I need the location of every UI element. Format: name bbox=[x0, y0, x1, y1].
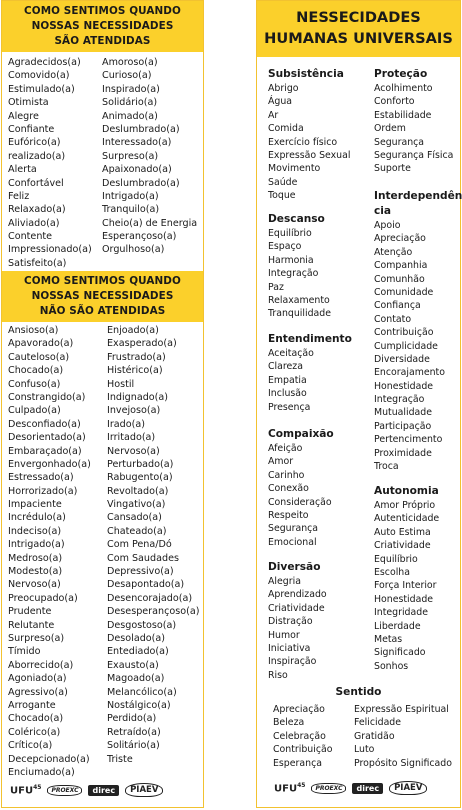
list-item: Perdido(a) bbox=[107, 713, 157, 725]
met-feelings-col1 bbox=[8, 56, 92, 270]
list-item: Chocado(a) bbox=[8, 713, 64, 725]
list-item: Nervoso(a) bbox=[8, 579, 61, 591]
list-item: Deslumbrado(a) bbox=[102, 177, 180, 189]
list-item: Tímido bbox=[8, 646, 41, 658]
list-item: Culpado(a) bbox=[8, 405, 61, 417]
unmet-feelings-col2 bbox=[107, 324, 199, 766]
piaev-logo: PIAEV bbox=[125, 783, 163, 797]
list-item: Indeciso(a) bbox=[8, 525, 62, 537]
met-feelings-col2 bbox=[102, 56, 197, 257]
list-item: Aprendizado bbox=[268, 589, 327, 601]
list-item: Otimista bbox=[8, 97, 49, 109]
list-item: Arrogante bbox=[8, 699, 56, 711]
list-item: Comovido(a) bbox=[8, 70, 70, 82]
list-item: Colérico(a) bbox=[8, 726, 61, 738]
list-item: Cauteloso(a) bbox=[8, 351, 70, 363]
list-item: Estimulado(a) bbox=[8, 83, 75, 95]
list-item: Nostálgico(a) bbox=[107, 699, 171, 711]
list-item: Histérico(a) bbox=[107, 365, 163, 377]
list-item: Invejoso(a) bbox=[107, 405, 161, 417]
list-item: Presença bbox=[268, 401, 311, 413]
list-item: Envergonhado(a) bbox=[8, 458, 91, 470]
list-item: Tranquilidade bbox=[268, 308, 332, 320]
list-item: Amoroso(a) bbox=[102, 57, 158, 68]
list-item: Segurança Física bbox=[374, 149, 454, 161]
met-title-line: COMO SENTIMOS QUANDO bbox=[24, 5, 181, 17]
ufu-logo: UFU$^{45}$ bbox=[10, 783, 42, 797]
list-item: Luto bbox=[354, 744, 375, 756]
list-item: Inspiração bbox=[268, 656, 317, 668]
list-item: Intrigado(a) bbox=[102, 190, 159, 202]
list-item: Contente bbox=[8, 231, 53, 243]
group-diversao bbox=[268, 560, 327, 682]
group-title: Autonomia bbox=[374, 485, 439, 497]
list-item: Desgostoso(a) bbox=[107, 619, 177, 631]
list-item: Troca bbox=[374, 461, 399, 473]
list-item: Força Interior bbox=[374, 580, 437, 592]
list-item: Agressivo(a) bbox=[8, 686, 68, 698]
feelings-card bbox=[1, 0, 204, 808]
list-item: Abrigo bbox=[268, 83, 299, 94]
list-item: Segurança bbox=[374, 136, 425, 148]
list-item: Aborrecido(a) bbox=[8, 659, 74, 671]
list-item: Depressivo(a) bbox=[107, 566, 174, 578]
list-item: Prudente bbox=[8, 606, 52, 618]
list-item: Distração bbox=[268, 616, 313, 628]
direc-logo: direc bbox=[352, 783, 383, 794]
list-item: Carinho bbox=[268, 469, 305, 481]
group-title: Subsistência bbox=[268, 68, 344, 80]
sentido-col2 bbox=[354, 703, 452, 770]
list-item: Criatividade bbox=[268, 602, 325, 614]
list-item: Confiante bbox=[8, 123, 55, 135]
list-item: Orgulhoso(a) bbox=[102, 244, 165, 256]
list-item: Entediado(a) bbox=[107, 646, 169, 658]
list-item: Aliviado(a) bbox=[8, 217, 60, 229]
list-item: Proximidade bbox=[374, 447, 432, 459]
list-item: Embaraçado(a) bbox=[8, 445, 82, 457]
logo-strip bbox=[10, 783, 163, 797]
sentido-col1 bbox=[273, 703, 333, 770]
list-item: Crítico(a) bbox=[8, 740, 53, 752]
met-title-line: SÃO ATENDIDAS bbox=[54, 35, 151, 47]
list-item: Modesto(a) bbox=[8, 566, 63, 578]
list-item: Horrorizado(a) bbox=[8, 485, 78, 497]
list-item: Decepcionado(a) bbox=[8, 753, 90, 765]
list-item: Ansioso(a) bbox=[8, 325, 59, 336]
list-item: Desolado(a) bbox=[107, 632, 166, 644]
list-item: Impaciente bbox=[8, 499, 62, 511]
list-item: Expressão Sexual bbox=[268, 149, 351, 161]
group-interdependencia bbox=[374, 189, 462, 473]
list-item: Clareza bbox=[268, 361, 303, 373]
list-item: Riso bbox=[268, 669, 288, 681]
list-item: Celebração bbox=[273, 730, 326, 742]
group-protecao bbox=[374, 67, 453, 176]
list-item: Confortável bbox=[8, 177, 64, 189]
list-item: Enciumado(a) bbox=[8, 766, 75, 778]
list-item: Empatia bbox=[268, 374, 307, 386]
list-item: Esperançoso(a) bbox=[102, 231, 177, 243]
group-items bbox=[268, 442, 334, 549]
list-item: Alegre bbox=[8, 110, 39, 122]
group-items bbox=[268, 82, 350, 203]
unmet-title-line: NOSSAS NECESSIDADES bbox=[31, 290, 174, 302]
met-needs-header bbox=[2, 1, 203, 52]
list-item: Diversidade bbox=[374, 353, 430, 365]
list-item: Agradecidos(a) bbox=[8, 57, 81, 68]
list-item: Deslumbrado(a) bbox=[102, 123, 180, 135]
list-item: Satisfeito(a) bbox=[8, 257, 67, 269]
list-item: Preocupado(a) bbox=[8, 592, 78, 604]
group-title: Descanso bbox=[268, 213, 325, 225]
list-item: Impressionado(a) bbox=[8, 244, 92, 256]
list-item: Integridade bbox=[374, 607, 428, 619]
group-items bbox=[268, 575, 327, 682]
group-items bbox=[268, 347, 352, 414]
list-item: Cumplicidade bbox=[374, 340, 438, 352]
list-item: Escolha bbox=[374, 566, 410, 578]
list-item: Inspirado(a) bbox=[102, 83, 160, 95]
list-item: Intrigado(a) bbox=[8, 539, 65, 551]
list-item: Cheio(a) de Energia bbox=[102, 217, 198, 229]
list-item: Propósito Significado bbox=[354, 757, 452, 769]
list-item: Alerta bbox=[8, 164, 37, 176]
list-item: Irritado(a) bbox=[107, 432, 156, 444]
group-items bbox=[374, 82, 453, 176]
list-item: Espaço bbox=[268, 241, 302, 253]
list-item: Liberdade bbox=[374, 620, 421, 632]
list-item: Chocado(a) bbox=[8, 365, 64, 377]
list-item: Incrédulo(a) bbox=[8, 512, 66, 524]
list-item: Afeição bbox=[268, 443, 303, 454]
list-item: Aceitação bbox=[268, 348, 314, 359]
list-item: Participação bbox=[374, 420, 432, 432]
list-item: Frustrado(a) bbox=[107, 351, 166, 363]
group-items bbox=[268, 227, 331, 321]
list-item: Metas bbox=[374, 633, 403, 645]
list-item: Eufórico(a) bbox=[8, 137, 61, 149]
needs-title-line: NESSECIDADES bbox=[296, 9, 421, 26]
list-item: Relaxamento bbox=[268, 294, 330, 306]
list-item: Humor bbox=[268, 629, 300, 641]
list-item: Gratidão bbox=[354, 730, 395, 742]
group-subsistencia bbox=[268, 67, 350, 203]
list-item: Rabugento(a) bbox=[107, 472, 173, 484]
list-item: Significado bbox=[374, 647, 426, 659]
list-item: Estressado(a) bbox=[8, 472, 74, 484]
list-item: Mutualidade bbox=[374, 407, 433, 419]
list-item: Acolhimento bbox=[374, 83, 433, 94]
proexc-logo: PROEXC bbox=[311, 783, 346, 794]
list-item: Relaxado(a) bbox=[8, 204, 66, 216]
list-item: Respeito bbox=[268, 509, 309, 521]
list-item: Toque bbox=[268, 190, 296, 202]
list-item: Indignado(a) bbox=[107, 391, 169, 403]
list-item: Desencorajado(a) bbox=[107, 592, 193, 604]
list-item: Felicidade bbox=[354, 717, 402, 729]
list-item: Irado(a) bbox=[107, 418, 145, 430]
list-item: Ordem bbox=[374, 123, 406, 135]
list-item: Cansado(a) bbox=[107, 512, 162, 524]
list-item: Apreciação bbox=[273, 704, 325, 715]
list-item: Comunhão bbox=[374, 273, 425, 285]
list-item: Nervoso(a) bbox=[107, 445, 160, 457]
unmet-title-line: COMO SENTIMOS QUANDO bbox=[24, 275, 181, 287]
list-item: Hostil bbox=[107, 378, 135, 390]
list-item: Tranquilo(a) bbox=[102, 204, 160, 216]
list-item: Chateado(a) bbox=[107, 525, 167, 537]
group-items bbox=[374, 219, 462, 473]
list-item: realizado(a) bbox=[8, 150, 66, 162]
list-item: Solidário(a) bbox=[102, 97, 158, 109]
list-item: Encorajamento bbox=[374, 367, 445, 379]
group-title: Compaixão bbox=[268, 428, 334, 440]
list-item: Beleza bbox=[273, 717, 305, 729]
list-item: Ar bbox=[268, 109, 279, 121]
list-item: Apreciação bbox=[374, 233, 426, 245]
list-item: Paz bbox=[268, 281, 284, 293]
group-title: Interdependên bbox=[374, 190, 462, 202]
list-item: Contribuição bbox=[273, 744, 333, 756]
list-item: Desconfiado(a) bbox=[8, 418, 81, 430]
list-item: Curioso(a) bbox=[102, 70, 152, 82]
group-autonomia bbox=[374, 484, 439, 673]
list-item: Contato bbox=[374, 313, 412, 325]
logo-strip bbox=[274, 781, 427, 795]
list-item: Constrangido(a) bbox=[8, 391, 86, 403]
list-item: Perturbado(a) bbox=[107, 458, 174, 470]
list-item: Inclusão bbox=[268, 388, 307, 400]
unmet-title-line: NÃO SÃO ATENDIDAS bbox=[39, 305, 166, 317]
list-item: Consideração bbox=[268, 496, 332, 508]
list-item: Esperança bbox=[273, 757, 322, 769]
group-title: Proteção bbox=[374, 68, 428, 80]
group-title: Diversão bbox=[268, 561, 321, 573]
list-item: Companhia bbox=[374, 260, 428, 272]
list-item: Saúde bbox=[268, 176, 298, 188]
list-item: Agoniado(a) bbox=[8, 673, 67, 685]
list-item: Equilíbrio bbox=[268, 228, 312, 239]
list-item: Desesperançoso(a) bbox=[107, 606, 200, 618]
list-item: Exercício físico bbox=[268, 136, 338, 148]
group-items bbox=[374, 499, 439, 673]
proexc-logo: PROEXC bbox=[47, 785, 82, 796]
list-item: Melancólico(a) bbox=[107, 686, 177, 698]
group-descanso bbox=[268, 212, 331, 321]
needs-card bbox=[256, 0, 461, 808]
list-item: Expressão Espiritual bbox=[354, 704, 449, 715]
list-item: Pertencimento bbox=[374, 434, 443, 446]
list-item: Desorientado(a) bbox=[8, 432, 86, 444]
list-item: Alegria bbox=[268, 576, 301, 587]
piaev-logo: PIAEV bbox=[389, 781, 427, 795]
ufu-logo: UFU$^{45}$ bbox=[274, 781, 306, 795]
list-item: Confuso(a) bbox=[8, 378, 61, 390]
list-item: Revoltado(a) bbox=[107, 485, 169, 497]
list-item: Retraído(a) bbox=[107, 726, 161, 738]
list-item: Surpreso(a) bbox=[8, 632, 65, 644]
list-item: Água bbox=[268, 96, 293, 108]
needs-title-line: HUMANAS UNIVERSAIS bbox=[264, 30, 453, 47]
group-title-sentido: Sentido bbox=[335, 686, 382, 698]
list-item: Comunidade bbox=[374, 286, 434, 298]
list-item: Estabilidade bbox=[374, 109, 432, 121]
group-title: Entendimento bbox=[268, 333, 352, 345]
direc-logo: direc bbox=[88, 785, 119, 796]
list-item: Integração bbox=[268, 268, 319, 280]
unmet-feelings-col1 bbox=[8, 324, 91, 779]
list-item: Equilíbrio bbox=[374, 553, 418, 565]
group-entendimento bbox=[268, 332, 352, 414]
list-item: Contribuição bbox=[374, 327, 434, 339]
list-item: Amor bbox=[268, 456, 294, 468]
list-item: Honestidade bbox=[374, 380, 434, 392]
list-item: Movimento bbox=[268, 163, 321, 175]
list-item: Emocional bbox=[268, 536, 317, 548]
list-item: Honestidade bbox=[374, 593, 434, 605]
list-item: Triste bbox=[107, 753, 133, 765]
list-item: Apaixonado(a) bbox=[102, 164, 172, 176]
group-title: cia bbox=[374, 205, 392, 217]
list-item: Iniciativa bbox=[268, 642, 311, 654]
list-item: Vingativo(a) bbox=[107, 499, 166, 511]
unmet-needs-header bbox=[2, 271, 203, 322]
list-item: Auto Estima bbox=[374, 526, 431, 538]
list-item: Interessado(a) bbox=[102, 137, 172, 149]
list-item: Atenção bbox=[374, 246, 413, 258]
list-item: Medroso(a) bbox=[8, 552, 63, 564]
list-item: Criatividade bbox=[374, 540, 431, 552]
list-item: Com Saudades bbox=[107, 552, 179, 564]
needs-header bbox=[257, 1, 460, 57]
met-title-line: NOSSAS NECESSIDADES bbox=[31, 20, 174, 32]
list-item: Conforto bbox=[374, 96, 415, 108]
list-item: Conexão bbox=[268, 483, 309, 495]
list-item: Exausto(a) bbox=[107, 659, 159, 671]
list-item: Integração bbox=[374, 394, 425, 406]
list-item: Suporte bbox=[374, 163, 411, 175]
list-item: Sonhos bbox=[374, 660, 409, 672]
list-item: Apavorado(a) bbox=[8, 338, 74, 350]
list-item: Feliz bbox=[8, 190, 30, 202]
list-item: Confiança bbox=[374, 300, 421, 312]
list-item: Surpreso(a) bbox=[102, 150, 159, 162]
list-item: Comida bbox=[268, 123, 304, 135]
list-item: Exasperado(a) bbox=[107, 338, 177, 350]
list-item: Desapontado(a) bbox=[107, 579, 185, 591]
list-item: Apoio bbox=[374, 220, 401, 231]
list-item: Autenticidade bbox=[374, 513, 440, 525]
list-item: Enjoado(a) bbox=[107, 325, 159, 336]
list-item: Animado(a) bbox=[102, 110, 158, 122]
group-compaixao bbox=[268, 427, 334, 549]
list-item: Magoado(a) bbox=[107, 673, 165, 685]
list-item: Harmonia bbox=[268, 254, 314, 266]
list-item: Segurança bbox=[268, 523, 319, 535]
list-item: Relutante bbox=[8, 619, 55, 631]
list-item: Solitário(a) bbox=[107, 740, 160, 752]
list-item: Com Pena/Dó bbox=[107, 539, 172, 551]
list-item: Amor Próprio bbox=[374, 500, 436, 511]
